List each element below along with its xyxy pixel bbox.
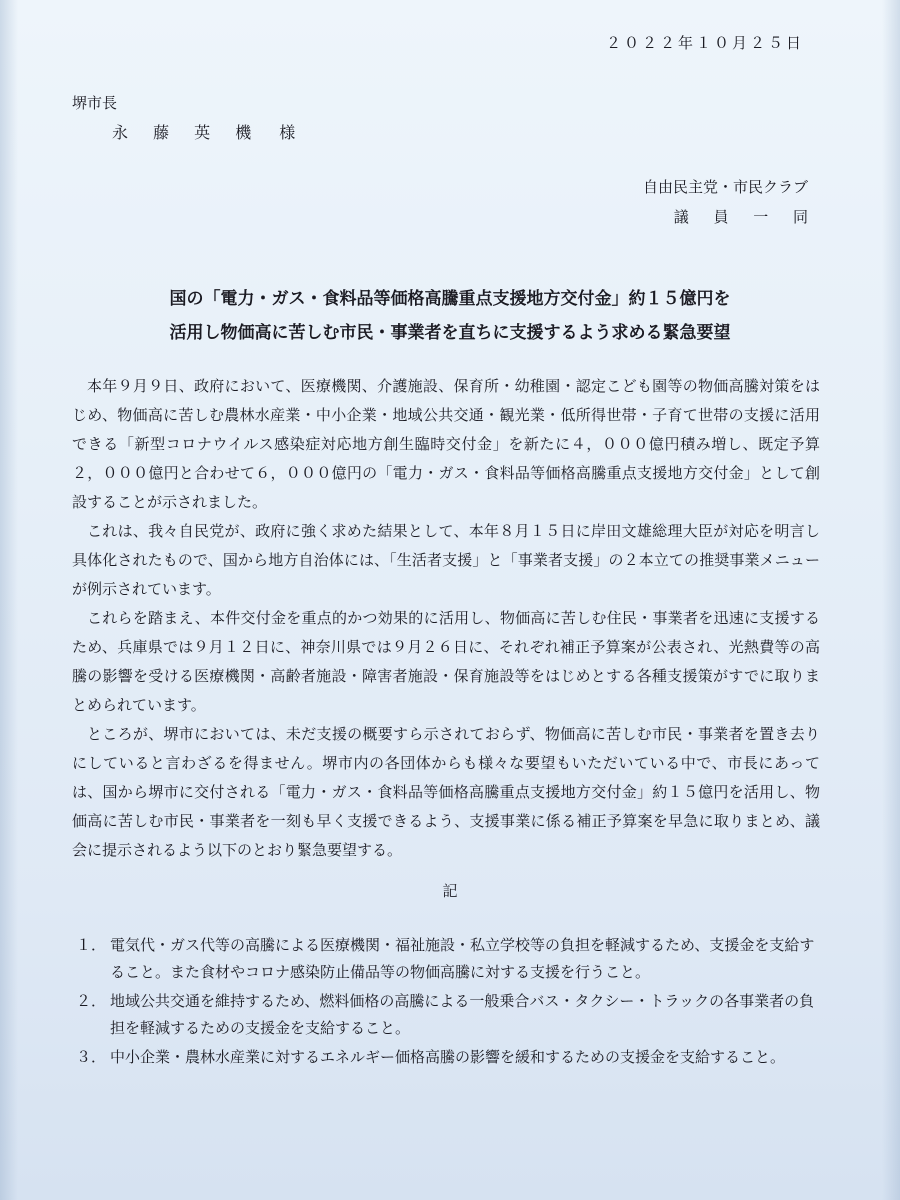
addressee-title: 堺市長	[72, 94, 118, 112]
request-item-number: ２．	[76, 992, 107, 1010]
body-paragraph: ところが、堺市においては、未だ支援の概要すら示されておらず、物価高に苦しむ市民・事業者を置き去りにしていると言わざるを得ません。堺市内の各団体からも様々な要望もいただいている中で、市長にあっては、国から堺市に交付される「電力・ガス・食料品等価格高騰重点支援地方交付金」約１５億円を活用し、物価高に苦しむ市民・事業者を一刻も早く支援できるよう、支援事業に係る補正予算案を早急に取りまとめ、議会に提示されるよう以下のとおり緊急要望する。	[72, 725, 820, 859]
request-item	[76, 988, 816, 1042]
body-paragraph: 本年９月９日、政府において、医療機関、介護施設、保育所・幼稚園・認定こども園等の物価高騰対策をはじめ、物価高に苦しむ農林水産業・中小企業・地域公共交通・観光業・低所得世帯・子育て世帯の支援に活用できる「新型コロナウイルス感染症対応地方創生臨時交付金」を新たに４，０００億円積み増し、既定予算２，０００億円と合わせて６，０００億円の「電力・ガス・食料品等価格高騰重点支援地方交付金」として創設することが示されました。	[72, 377, 820, 511]
title-line-1: 国の「電力・ガス・食料品等価格高騰重点支援地方交付金」約１５億円を	[169, 289, 731, 309]
document-title	[0, 282, 900, 350]
request-item	[76, 1044, 816, 1071]
sender-members: 議 員 一 同	[673, 208, 818, 226]
page-right-edge	[882, 0, 900, 1200]
request-list	[76, 932, 816, 1073]
body-paragraph: これらを踏まえ、本件交付金を重点的かつ効果的に活用し、物価高に苦しむ住民・事業者を迅速に支援するため、兵庫県では９月１２日に、神奈川県では９月２６日に、それぞれ補正予算案が公表され、光熱費等の高騰の影響を受ける医療機関・高齢者施設・障害者施設・保育施設等をはじめとする各種支援策がすでに取りまとめられています。	[72, 609, 820, 714]
sender-block	[642, 172, 818, 232]
request-item-number: ３．	[76, 1048, 107, 1066]
sender-party: 自由民主党・市民クラブ	[642, 178, 808, 196]
body-paragraph: これは、我々自民党が、政府に強く求めた結果として、本年８月１５日に岸田文雄総理大臣が対応を明言し具体化されたもので、国から地方自治体には、「生活者支援」と「事業者支援」の２本立ての推奨事業メニューが例示されています。	[72, 522, 820, 598]
document-date: ２０２２年１０月２５日	[605, 34, 804, 52]
addressee-name: 永 藤 英 機	[112, 123, 262, 142]
addressee-honorific: 様	[279, 123, 306, 142]
request-item-text: 電気代・ガス代等の高騰による医療機関・福祉施設・私立学校等の負担を軽減するため、支援金を支給すること。また食材やコロナ感染防止備品等の物価高騰に対する支援を行うこと。	[110, 936, 815, 981]
request-item	[76, 932, 816, 986]
addressee	[112, 120, 305, 143]
title-line-2: 活用し物価高に苦しむ市民・事業者を直ちに支援するよう求める緊急要望	[169, 323, 731, 343]
document-body	[72, 372, 820, 865]
request-item-number: １．	[76, 936, 107, 954]
page-left-edge	[0, 0, 18, 1200]
ki-heading: 記	[442, 882, 458, 900]
request-item-text: 中小企業・農林水産業に対するエネルギー価格高騰の影響を緩和するための支援金を支給すること。	[110, 1048, 786, 1066]
request-item-text: 地域公共交通を維持するため、燃料価格の高騰による一般乗合バス・タクシー・トラックの各事業者の負担を軽減するための支援金を支給すること。	[110, 992, 815, 1037]
